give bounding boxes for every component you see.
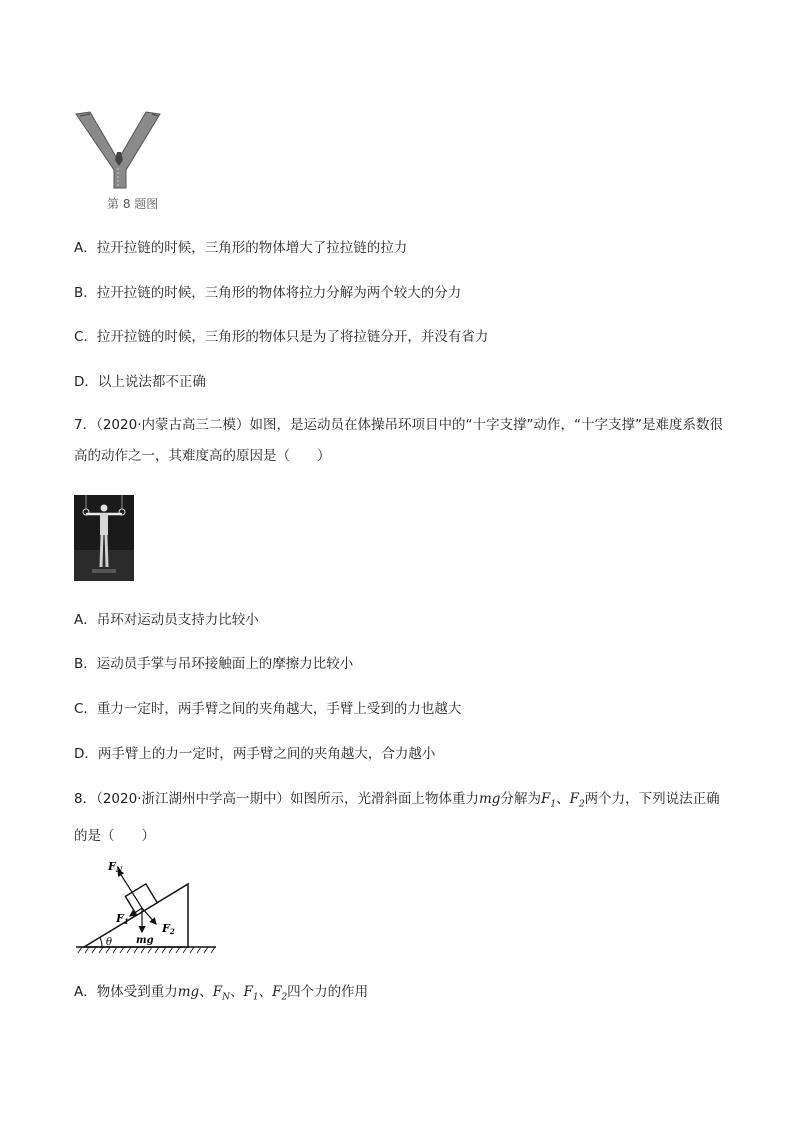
q6-option-d: D．以上说法都不正确 [74,374,206,390]
q8-option-a-sep-2: 、 [229,984,244,1000]
q8-option-a-f2-sub: 2 [281,992,288,1003]
q8-option-a-fn-sub: N [222,992,230,1003]
q8-stem-sep: 、 [556,791,570,807]
label-fn: FN [108,860,123,874]
q6-option-c: C．拉开拉链的时候，三角形的物体只是为了将拉链分开，并没有省力 [74,329,489,345]
q8-stem [74,784,724,852]
q8-option-a-f2: F [272,984,282,1000]
label-theta: θ [106,937,113,948]
q6-option-a: A．拉开拉链的时候，三角形的物体增大了拉拉链的拉力 [74,240,408,256]
q7-stem: 7．（2020·内蒙古高三二模）如图，是运动员在体操吊环项目中的“十字支撑”动作，“十字支撑”是难度系数很高的动作之一，其难度高的原因是（ ） [74,417,723,464]
q8-option-a-f1: F [243,984,253,1000]
q8-option-a-sep-3: 、 [258,984,273,1000]
q8-option-a-sep-1: 、 [199,984,213,1000]
label-f2: F2 [162,922,175,936]
q8-stem-mg: mg [479,791,501,807]
zipper-figure [70,108,170,193]
label-mg: mg [136,935,154,946]
q7-option-b: B．运动员手掌与吊环接触面上的摩擦力比较小 [74,656,354,672]
q8-option-a-fn: F [212,984,223,1000]
q7-option-c: C．重力一定时，两手臂之间的夹角越大，手臂上受到的力也越大 [74,701,462,717]
gymnast-photo [74,495,134,581]
q8-stem-text-2: 分解为 [500,791,541,807]
incline-diagram [72,852,222,960]
q7-option-d: D．两手臂上的力一定时，两手臂之间的夹角越大，合力越小 [74,746,436,762]
q8-stem-text-1: 8．（2020·浙江湖州中学高一期中）如图所示，光滑斜面上物体重力 [74,791,479,807]
q8-stem-f1: F [540,791,551,807]
zipper-figure-caption: 第 8 题图 [107,197,159,211]
q8-stem-f1-sub: 1 [550,799,557,810]
q8-option-a-text-2: 四个力的作用 [287,984,369,1000]
q8-option-a-f1-sub: 1 [252,992,259,1003]
label-f1: F1 [116,912,129,926]
q8-stem-f2-sub: 2 [578,799,585,810]
q8-option-a-text-1: A．物体受到重力 [74,984,178,1000]
q8-option-a [74,982,368,1008]
q7-option-a: A．吊环对运动员支持力比较小 [74,612,259,628]
q8-stem-f2: F [569,791,579,807]
q8-stem-text-3: 两个力，下列说法正确的是（ ） [74,791,720,844]
q8-option-a-mg: mg [177,984,200,1000]
q6-option-b: B．拉开拉链的时候，三角形的物体将拉力分解为两个较大的分力 [74,285,462,301]
